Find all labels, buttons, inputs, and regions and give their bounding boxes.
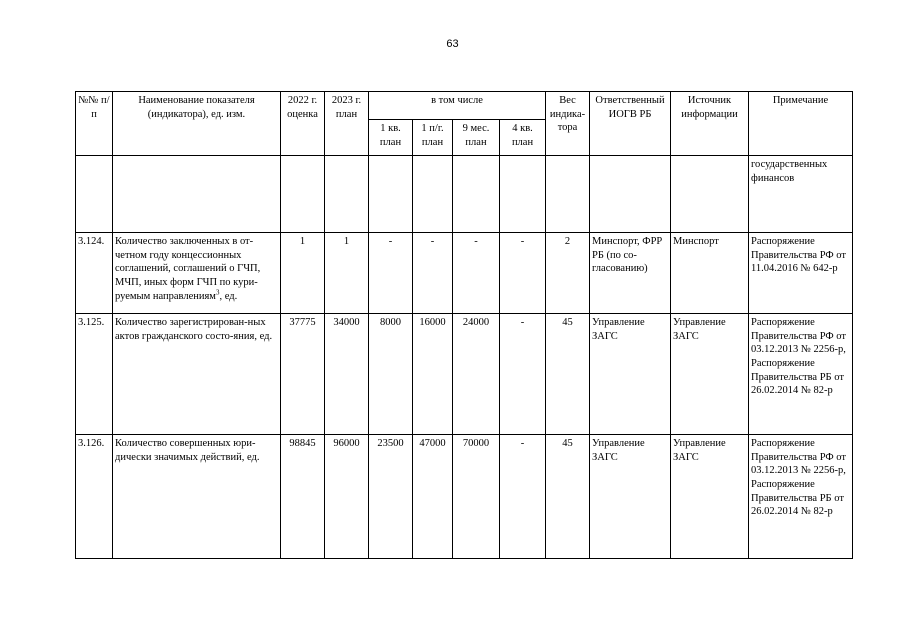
header-note: Примечание [749, 92, 853, 156]
cell-q1: 8000 [369, 314, 413, 435]
cell-9m: - [453, 233, 500, 314]
cell-weight: 2 [546, 233, 590, 314]
cell-responsible: Управление ЗАГС [590, 435, 671, 559]
cell-weight: 45 [546, 314, 590, 435]
table-row [76, 314, 853, 435]
cell-h1: - [413, 233, 453, 314]
cell-q4: - [500, 435, 546, 559]
header-2023: 2023 г. план [325, 92, 369, 156]
cell-9m: 24000 [453, 314, 500, 435]
header-q4: 4 кв. план [500, 120, 546, 156]
cell-num: 3.124. [76, 233, 113, 314]
cell-num: 3.125. [76, 314, 113, 435]
table-row [76, 233, 853, 314]
header-h1: 1 п/г. план [413, 120, 453, 156]
header-weight: Вес индика-тора [546, 92, 590, 156]
cell-source: Управление ЗАГС [671, 314, 749, 435]
cell-source: Минспорт [671, 233, 749, 314]
cell-name-text: Количество заключенных в от-четном году концессионных соглашений, соглашений о ГЧП, МЧП, иных форм ГЧП по кури-руемым направлениям [115, 236, 261, 302]
cell-note: государственных финансов [749, 156, 853, 233]
cell-q4: - [500, 314, 546, 435]
cell-note: Распоряжение Правительства РФ от 11.04.2016 № 642-р [749, 233, 853, 314]
header-q1: 1 кв. план [369, 120, 413, 156]
cell-responsible: Минспорт, ФРР РБ (по со-гласованию) [590, 233, 671, 314]
cell-2023: 96000 [325, 435, 369, 559]
cell-2022: 37775 [281, 314, 325, 435]
cell-num: 3.126. [76, 435, 113, 559]
cell-source: Управление ЗАГС [671, 435, 749, 559]
table-row-continuation [76, 156, 853, 233]
cell-weight: 45 [546, 435, 590, 559]
cell-h1: 47000 [413, 435, 453, 559]
cell-2023: 34000 [325, 314, 369, 435]
cell-responsible: Управление ЗАГС [590, 314, 671, 435]
cell-name: Количество зарегистрирован-ных актов гражданского состо-яния, ед. [113, 314, 281, 435]
footnote-mark: 3 [215, 288, 220, 297]
cell-q1: - [369, 233, 413, 314]
cell-note: Распоряжение Правительства РФ от 03.12.2013 № 2256-р, Распоряжение Правительства РБ от 26.02.2014 № 82-р [749, 435, 853, 559]
cell-name: Количество совершенных юри-дически значимых действий, ед. [113, 435, 281, 559]
table-row [76, 435, 853, 559]
indicators-table [75, 91, 853, 559]
header-responsible: Ответственный ИОГВ РБ [590, 92, 671, 156]
cell-q4: - [500, 233, 546, 314]
cell-2022: 98845 [281, 435, 325, 559]
header-2022: 2022 г. оценка [281, 92, 325, 156]
cell-name [113, 233, 281, 314]
header-including: в том числе [369, 92, 546, 120]
cell-h1: 16000 [413, 314, 453, 435]
cell-2023: 1 [325, 233, 369, 314]
header-source: Источник информации [671, 92, 749, 156]
cell-q1: 23500 [369, 435, 413, 559]
header-name: Наименование показателя (индикатора), ед. изм. [113, 92, 281, 156]
cell-2022: 1 [281, 233, 325, 314]
cell-9m: 70000 [453, 435, 500, 559]
header-9m: 9 мес. план [453, 120, 500, 156]
page-number: 63 [446, 38, 459, 50]
cell-note: Распоряжение Правительства РФ от 03.12.2013 № 2256-р, Распоряжение Правительства РБ от 26.02.2014 № 82-р [749, 314, 853, 435]
cell-name-tail: , ед. [219, 290, 238, 302]
header-num: №№ п/п [76, 92, 113, 156]
